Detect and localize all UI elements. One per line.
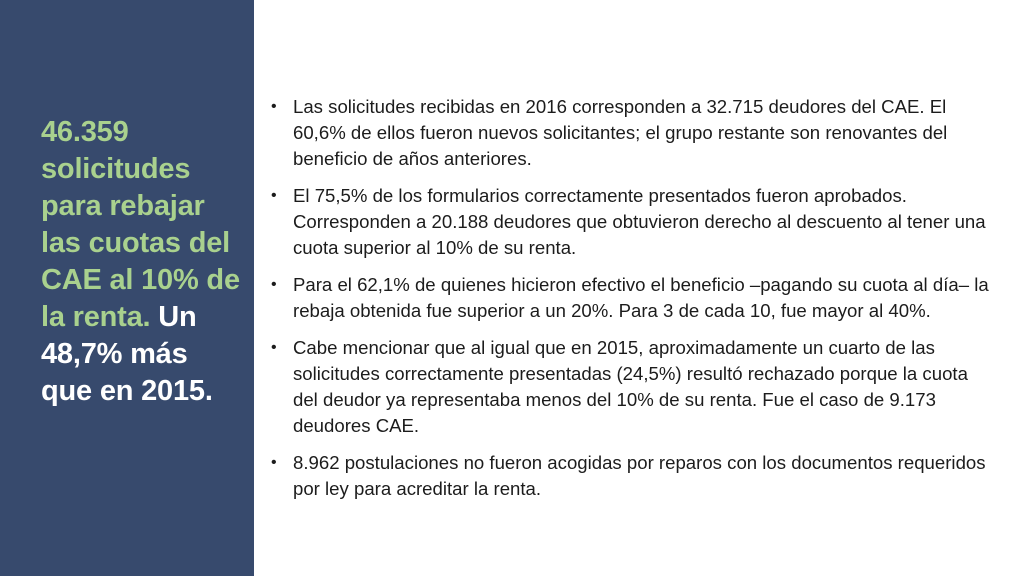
bullet-icon: •: [271, 187, 277, 204]
bullet-text: Las solicitudes recibidas en 2016 corresponden a 32.715 deudores del CAE. El 60,6% de ellos fueron nuevos solicitantes; el grupo restante son renovantes del beneficio de años anteriores.: [293, 96, 948, 169]
bullet-text: Para el 62,1% de quienes hicieron efectivo el beneficio –pagando su cuota al día– la rebaja obtenida fue superior a un 20%. Para 3 de cada 10, fue mayor al 40%.: [293, 274, 989, 321]
title-rest: Un 48,7% más que en 2015.: [41, 301, 213, 407]
bullet-icon: •: [271, 339, 277, 356]
bullet-icon: •: [271, 454, 277, 471]
bullet-text: El 75,5% de los formularios correctamente presentados fueron aprobados. Corresponden a 20.188 deudores que obtuvieron derecho al descuento al tener una cuota superior al 10% de su renta.: [293, 185, 986, 258]
bullet-item: [270, 450, 990, 502]
bullet-list: [270, 94, 990, 513]
title-highlight: 46.359 solicitudes para rebajar las cuotas del CAE al 10% de la renta.: [41, 116, 240, 333]
bullet-item: [270, 272, 990, 324]
bullet-icon: •: [271, 98, 277, 115]
bullet-icon: •: [271, 276, 277, 293]
bullet-item: [270, 335, 990, 439]
bullet-text: Cabe mencionar que al igual que en 2015, aproximadamente un cuarto de las solicitudes correctamente presentadas (24,5%) resultó rechazado porque la cuota del deudor ya representaba menos del 10% de su renta. Fue el caso de 9.173 deudores CAE.: [293, 337, 968, 436]
bullet-text: 8.962 postulaciones no fueron acogidas por reparos con los documentos requeridos por ley para acreditar la renta.: [293, 452, 986, 499]
slide-title: [41, 114, 241, 410]
side-panel: [0, 0, 254, 576]
bullet-item: [270, 183, 990, 261]
bullet-item: [270, 94, 990, 172]
